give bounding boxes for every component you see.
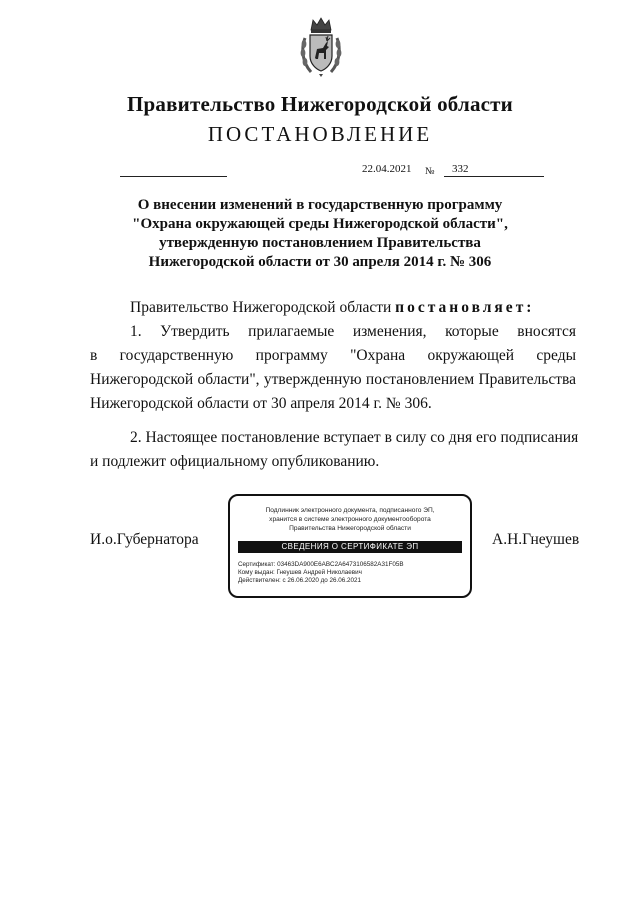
certificate-line: Действителен: с 26.06.2020 до 26.06.2021	[238, 577, 362, 584]
document-number: 332	[452, 163, 469, 175]
item-2-paragraph	[90, 426, 579, 474]
item-2-line: и подлежит официальному опубликованию.	[90, 453, 380, 470]
item-2-line: 2. Настоящее постановление вступает в силу со дня его подписания	[130, 429, 579, 446]
certificate-line: Кому выдан: Гнеушев Андрей Николаевич	[238, 569, 362, 576]
item-1-line: 1. Утвердить прилагаемые изменения, которые вносятся	[130, 323, 576, 340]
item-1-line: Нижегородской области", утвержденную постановлением Правительства	[90, 371, 576, 388]
document-type: ПОСТАНОВЛЕНИЕ	[207, 122, 433, 146]
stamp-header	[230, 506, 470, 533]
date-blank-line	[120, 176, 227, 177]
certificate-line: Сертификат: 03463DA900E6ABC2A6473106582A31F05B	[238, 561, 404, 568]
heading-line: Нижегородской области от 30 апреля 2014 г. № 306	[148, 254, 492, 270]
intro-prefix: Правительство Нижегородской области	[130, 299, 392, 316]
item-1-paragraph	[90, 320, 576, 416]
certificate-details	[238, 561, 470, 585]
intro-decree: постановляет:	[395, 299, 535, 316]
coat-of-arms-icon	[299, 16, 343, 78]
number-sign: №	[425, 166, 435, 177]
intro-paragraph	[130, 296, 570, 320]
certificate-info-bar: СВЕДЕНИЯ О СЕРТИФИКАТЕ ЭП	[238, 541, 462, 553]
document-date: 22.04.2021	[362, 163, 412, 175]
stamp-header-line: Правительства Нижегородской области	[289, 525, 411, 532]
number-underline	[444, 176, 544, 177]
heading-line: О внесении изменений в государственную программу	[137, 197, 503, 213]
document-heading	[60, 196, 580, 272]
item-1-line: Нижегородской области от 30 апреля 2014 г. № 306.	[90, 395, 432, 412]
electronic-signature-stamp	[228, 494, 472, 598]
heading-line: "Охрана окружающей среды Нижегородской области",	[132, 216, 508, 232]
item-1-line: в государственную программу "Охрана окружающей среды	[90, 347, 576, 364]
signatory-name: А.Н.Гнеушев	[492, 531, 580, 548]
org-title: Правительство Нижегородской области	[127, 92, 513, 116]
stamp-header-line: Подлинник электронного документа, подписанного ЭП,	[265, 507, 435, 514]
stamp-header-line: хранится в системе электронного документооборота	[269, 516, 431, 523]
heading-line: утвержденную постановлением Правительства	[159, 235, 481, 251]
signatory-position: И.о.Губернатора	[90, 531, 199, 548]
